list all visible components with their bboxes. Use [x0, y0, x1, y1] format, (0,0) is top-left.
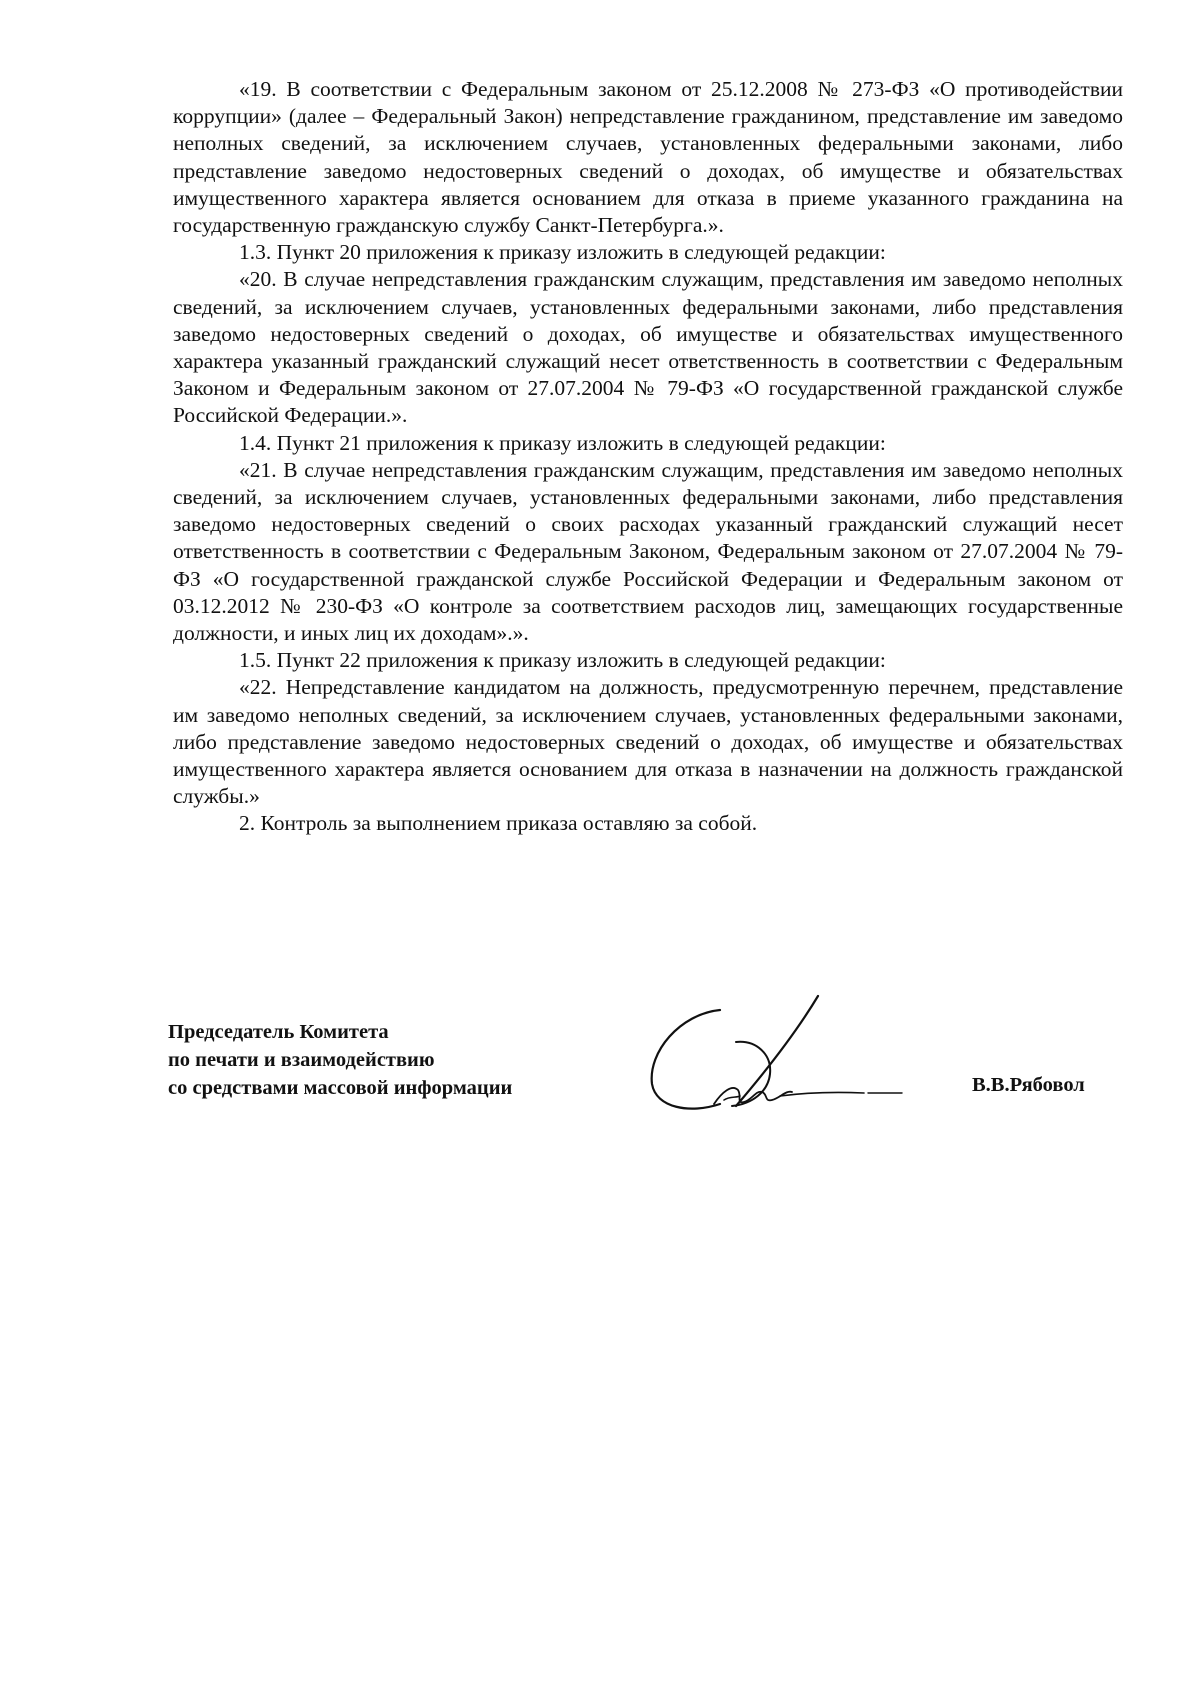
paragraph-clause-21: «21. В случае непредставления гражданским служащим, представления им заведомо неполных сведений, за исключением случаев, установленных федеральными законами, либо представления заведомо недостоверных сведений о своих расходах указанный гражданский служащий несет ответственность в соответствии с Федеральным Законом, Федеральным законом от 27.07.2004 № 79-ФЗ «О государственной гражданской службе Российской Федерации и Федеральным законом от 03.12.2012 № 230-ФЗ «О контроле за соответствием расходов лиц, замещающих государственные должности, и иных лиц их доходам».». — [173, 457, 1123, 646]
handwritten-signature-icon — [640, 992, 940, 1122]
signature-block — [0, 1000, 1200, 1140]
paragraph-item-1-4: 1.4. Пункт 21 приложения к приказу изложить в следующей редакции: — [239, 430, 886, 455]
paragraph-clause-20: «20. В случае непредставления гражданским служащим, представления им заведомо неполных сведений, за исключением случаев, установленных федеральными законами, либо представления заведомо недостоверных сведений о доходах, об имуществе и обязательствах имущественного характера указанный гражданский служащий несет ответственность в соответствии с Федеральным Законом и Федеральным законом от 27.07.2004 № 79-ФЗ «О государственной гражданской службе Российской Федерации.». — [173, 267, 1123, 428]
paragraph-item-1-3: 1.3. Пункт 20 приложения к приказу изложить в следующей редакции: — [239, 240, 886, 265]
paragraph-clause-22: «22. Непредставление кандидатом на должность, предусмотренную перечнем, представление им заведомо неполных сведений, за исключением случаев, установленных федеральными законами, либо представление заведомо недостоверных сведений о доходах, об имуществе и обязательствах имущественного характера является основанием для отказа в назначении на должность гражданской службы.» — [173, 675, 1123, 809]
document-body — [173, 76, 1123, 838]
signer-title-line-3: со средствами массовой информации — [168, 1077, 513, 1099]
signer-title-line-1: Председатель Комитета — [168, 1021, 389, 1043]
signer-name: В.В.Рябовол — [972, 1074, 1085, 1096]
paragraph-item-2: 2. Контроль за выполнением приказа оставляю за собой. — [239, 811, 758, 836]
signer-title-line-2: по печати и взаимодействию — [168, 1049, 435, 1071]
signer-title — [168, 1018, 608, 1102]
paragraph-clause-19: «19. В соответствии с Федеральным законом от 25.12.2008 № 273-ФЗ «О противодействии коррупции» (далее – Федеральный Закон) непредставление гражданином, представление им заведомо неполных сведений, за исключением случаев, установленных федеральными законами, либо представление заведомо недостоверных сведений о доходах, об имуществе и обязательствах имущественного характера является основанием для отказа в приеме указанного гражданина на государственную гражданскую службу Санкт-Петербурга.». — [173, 77, 1123, 238]
paragraph-item-1-5: 1.5. Пункт 22 приложения к приказу изложить в следующей редакции: — [239, 648, 886, 673]
